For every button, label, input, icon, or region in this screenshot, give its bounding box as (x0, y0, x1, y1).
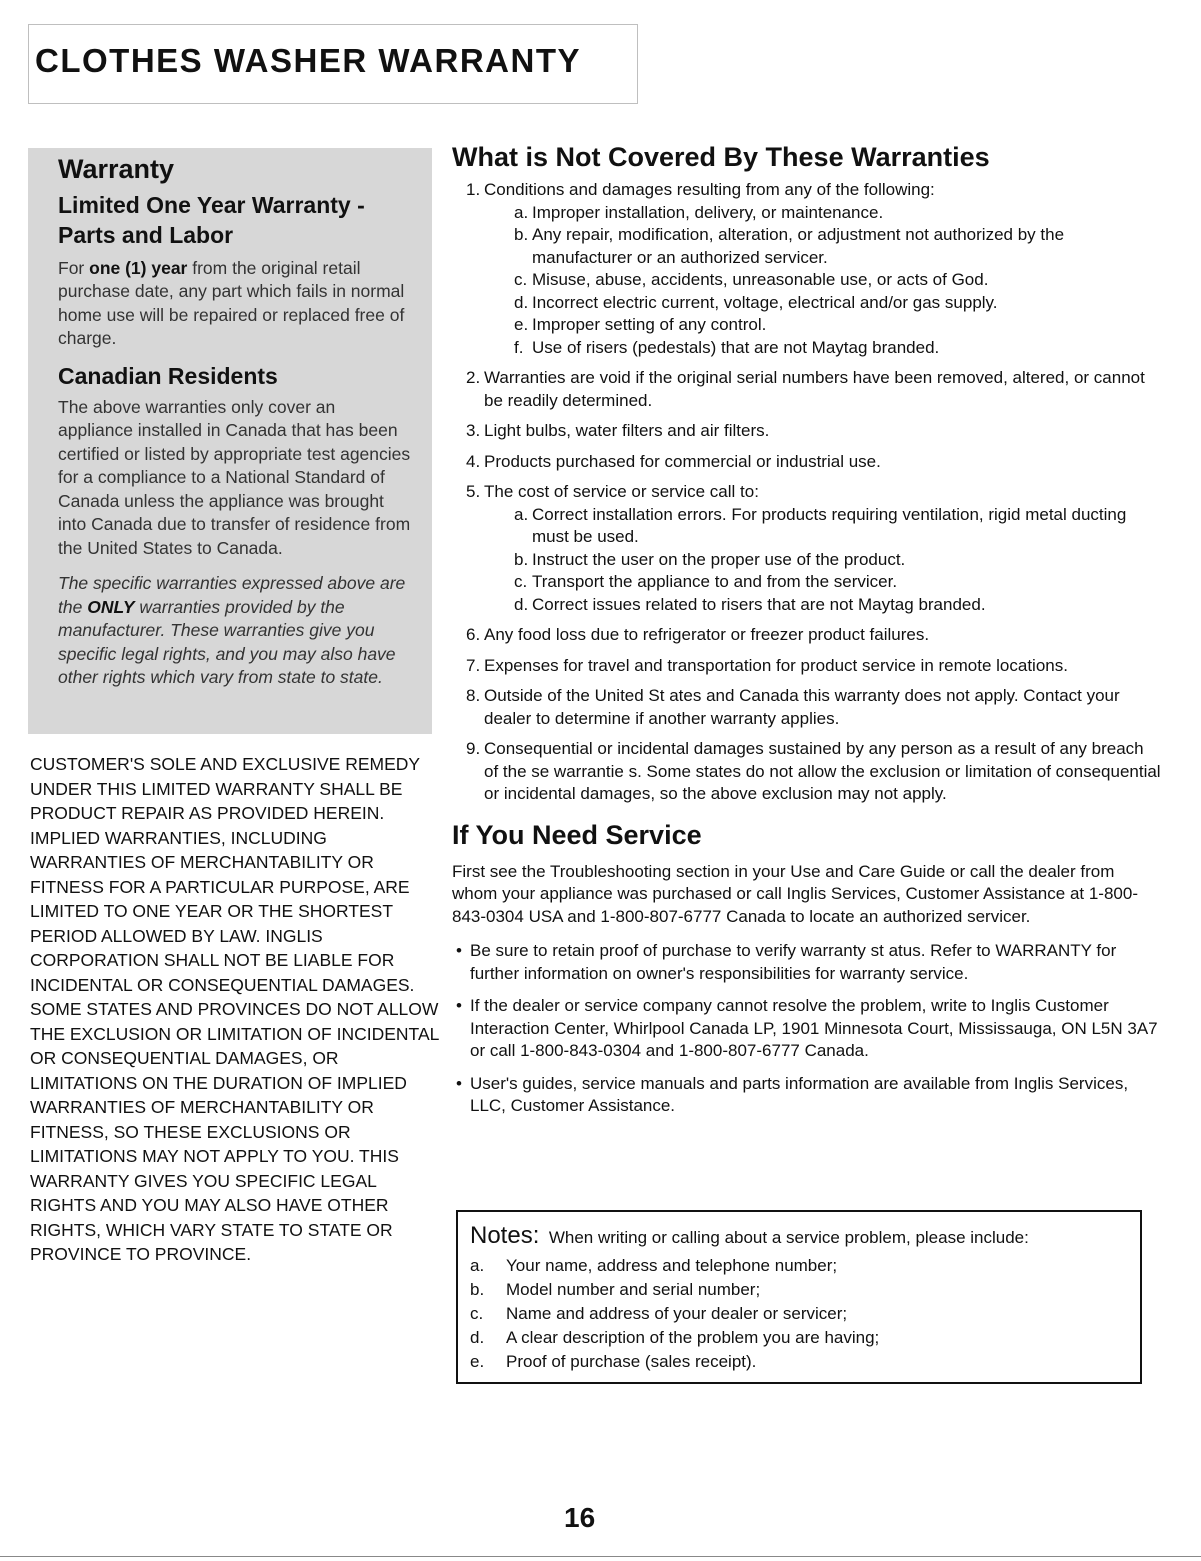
specific-warranties-text: The specific warranties expressed above are the ONLY warranties provided by the manufacturer. These warranties give you specific legal rights, and you may also have other rights which vary from state to state. (58, 573, 406, 688)
list-item: d. Incorrect electric current, voltage, electrical and/or gas supply. (514, 292, 998, 312)
list-item: 2. Warranties are void if the original serial numbers have been removed, altered, or cannot be readily determined. (466, 368, 1145, 410)
list-item: 7. Expenses for travel and transportation for product service in remote locations. (466, 655, 1068, 675)
list-item: 8. Outside of the United St ates and Canada this warranty does not apply. Contact your dealer to determine if another warranty applies. (466, 686, 1120, 728)
limited-warranty-text: For one (1) year from the original retail purchase date, any part which fails in normal home use will be repaired or replaced free of charge. (58, 257, 405, 349)
page-number: 16 (564, 1502, 596, 1533)
right-column (452, 142, 1162, 1128)
list-item: b. Model number and serial number; (470, 1280, 761, 1299)
list-item: 9. Consequential or incidental damages sustained by any person as a result of any breach of the se warrantie s. Some states do not allow the exclusion or limitation of consequential or incidental damages, so the above exclusion may not apply. (466, 739, 1161, 803)
list-item: 3. Light bulbs, water filters and air filters. (466, 421, 770, 440)
list-item: 5. The cost of service or service call to: a. Correct installation errors. For products requiring ventilation, rigid metal ducting must be used. b. Instruct the user on the proper use of the product. c. Transport the appliance to and from the servicer. d. Correct issues related to risers that are not Maytag branded. (452, 481, 1162, 616)
limited-warranty-heading: Limited One Year Warranty - Parts and Labor (58, 192, 365, 248)
notes-box (456, 1210, 1142, 1384)
bottom-divider (0, 1556, 1201, 1557)
page-title: CLOTHES WASHER WARRANTY (35, 42, 581, 79)
list-item: c. Name and address of your dealer or servicer; (470, 1304, 848, 1323)
list-item: a. Improper installation, delivery, or maintenance. (514, 202, 884, 222)
list-item: • If the dealer or service company cannot resolve the problem, write to Inglis Customer Interaction Center, Whirlpool Canada LP, 1901 Minnesota Court, Mississauga, ON L5N 3A7 or call 1-800-843-0304 and 1-800-807-6777 Canada. (456, 996, 1158, 1060)
list-item: d. A clear description of the problem you are having; (470, 1328, 880, 1347)
list-item: a. Your name, address and telephone number; (470, 1256, 838, 1275)
conditions-sublist (484, 202, 1162, 360)
list-item: a. Correct installation errors. For products requiring ventilation, rigid metal ducting must be used. (514, 504, 1127, 546)
list-item: 6. Any food loss due to refrigerator or freezer product failures. (466, 625, 930, 644)
service-cost-sublist (484, 504, 1162, 617)
list-item: • Be sure to retain proof of purchase to verify warranty st atus. Refer to WARRANTY for further information on owner's responsibilities for warranty service. (456, 941, 1117, 983)
service-intro: First see the Troubleshooting section in your Use and Care Guide or call the dealer from whom your appliance was purchased or call Inglis Services, Customer Assistance at 1-800-843-0304 USA and 1-800-807-6777 Canada to locate an authorized servicer. (452, 861, 1138, 926)
warranty-heading: Warranty (58, 154, 175, 184)
canadian-residents-text: The above warranties only cover an appliance installed in Canada that has been certified or listed by appropriate test agencies for a compliance to a National Standard of Canada unless the appliance was brought into Canada due to transfer of residence from the United States to Canada. (58, 396, 411, 558)
list-item: f. Use of risers (pedestals) that are not Maytag branded. (514, 337, 940, 357)
warranty-box (28, 148, 432, 734)
list-item: c. Transport the appliance to and from the servicer. (514, 572, 898, 591)
not-covered-list (452, 179, 1162, 806)
list-item: • User's guides, service manuals and parts information are available from Inglis Services, LLC, Customer Assistance. (456, 1073, 1129, 1115)
list-item: b. Instruct the user on the proper use of the product. (514, 549, 906, 569)
list-item: 1. Conditions and damages resulting from any of the following: a. Improper installation, delivery, or maintenance. b. Any repair, modification, alteration, or adjustment not authorized by the manufacturer or an authorized servicer. c. Misuse, abuse, accidents, unreasonable use, or acts of God. d. Incorrect electric current, voltage, electrical and/or gas supply. e. Improper setting of any control. f. Use of risers (pedestals) that are not Maytag branded. (452, 179, 1162, 359)
exclusive-remedy-text: CUSTOMER'S SOLE AND EXCLUSIVE REMEDY UNDER THIS LIMITED WARRANTY SHALL BE PRODUCT REPAIR AS PROVIDED HEREIN. IMPLIED WARRANTIES, INCLUDING WARRANTIES OF MERCHANTABILITY OR FITNESS FOR A PARTICULAR PURPOSE, ARE LIMITED TO ONE YEAR OR THE SHORTEST PERIOD ALLOWED BY LAW. INGLIS CORPORATION SHALL NOT BE LIABLE FOR INCIDENTAL OR CONSEQUENTIAL DAMAGES. SOME STATES AND PROVINCES DO NOT ALLOW THE EXCLUSION OR LIMITATION OF INCIDENTAL OR CONSEQUENTIAL DAMAGES, OR LIMITATIONS ON THE DURATION OF IMPLIED WARRANTIES OF MERCHANTABILITY OR FITNESS, SO THESE EXCLUSIONS OR LIMITATIONS MAY NOT APPLY TO YOU. THIS WARRANTY GIVES YOU SPECIFIC LEGAL RIGHTS AND YOU MAY ALSO HAVE OTHER RIGHTS, WHICH VARY STATE TO STATE OR PROVINCE TO PROVINCE. (30, 754, 439, 1264)
not-covered-heading: What is Not Covered By These Warranties (452, 142, 990, 172)
list-item: d. Correct issues related to risers that are not Maytag branded. (514, 594, 986, 614)
list-item: b. Any repair, modification, alteration, or adjustment not authorized by the manufacturer or an authorized servicer. (514, 225, 1065, 267)
notes-heading: Notes: When writing or calling about a service problem, please include: (470, 1222, 1029, 1249)
notes-list (470, 1254, 1128, 1374)
list-item: 4. Products purchased for commercial or industrial use. (466, 451, 881, 471)
list-item: e. Improper setting of any control. (514, 315, 767, 334)
list-item: c. Misuse, abuse, accidents, unreasonable use, or acts of God. (514, 270, 989, 289)
list-item: e. Proof of purchase (sales receipt). (470, 1352, 757, 1371)
canadian-residents-heading: Canadian Residents (58, 362, 278, 389)
service-bullets (452, 940, 1162, 1118)
service-heading: If You Need Service (452, 819, 702, 850)
